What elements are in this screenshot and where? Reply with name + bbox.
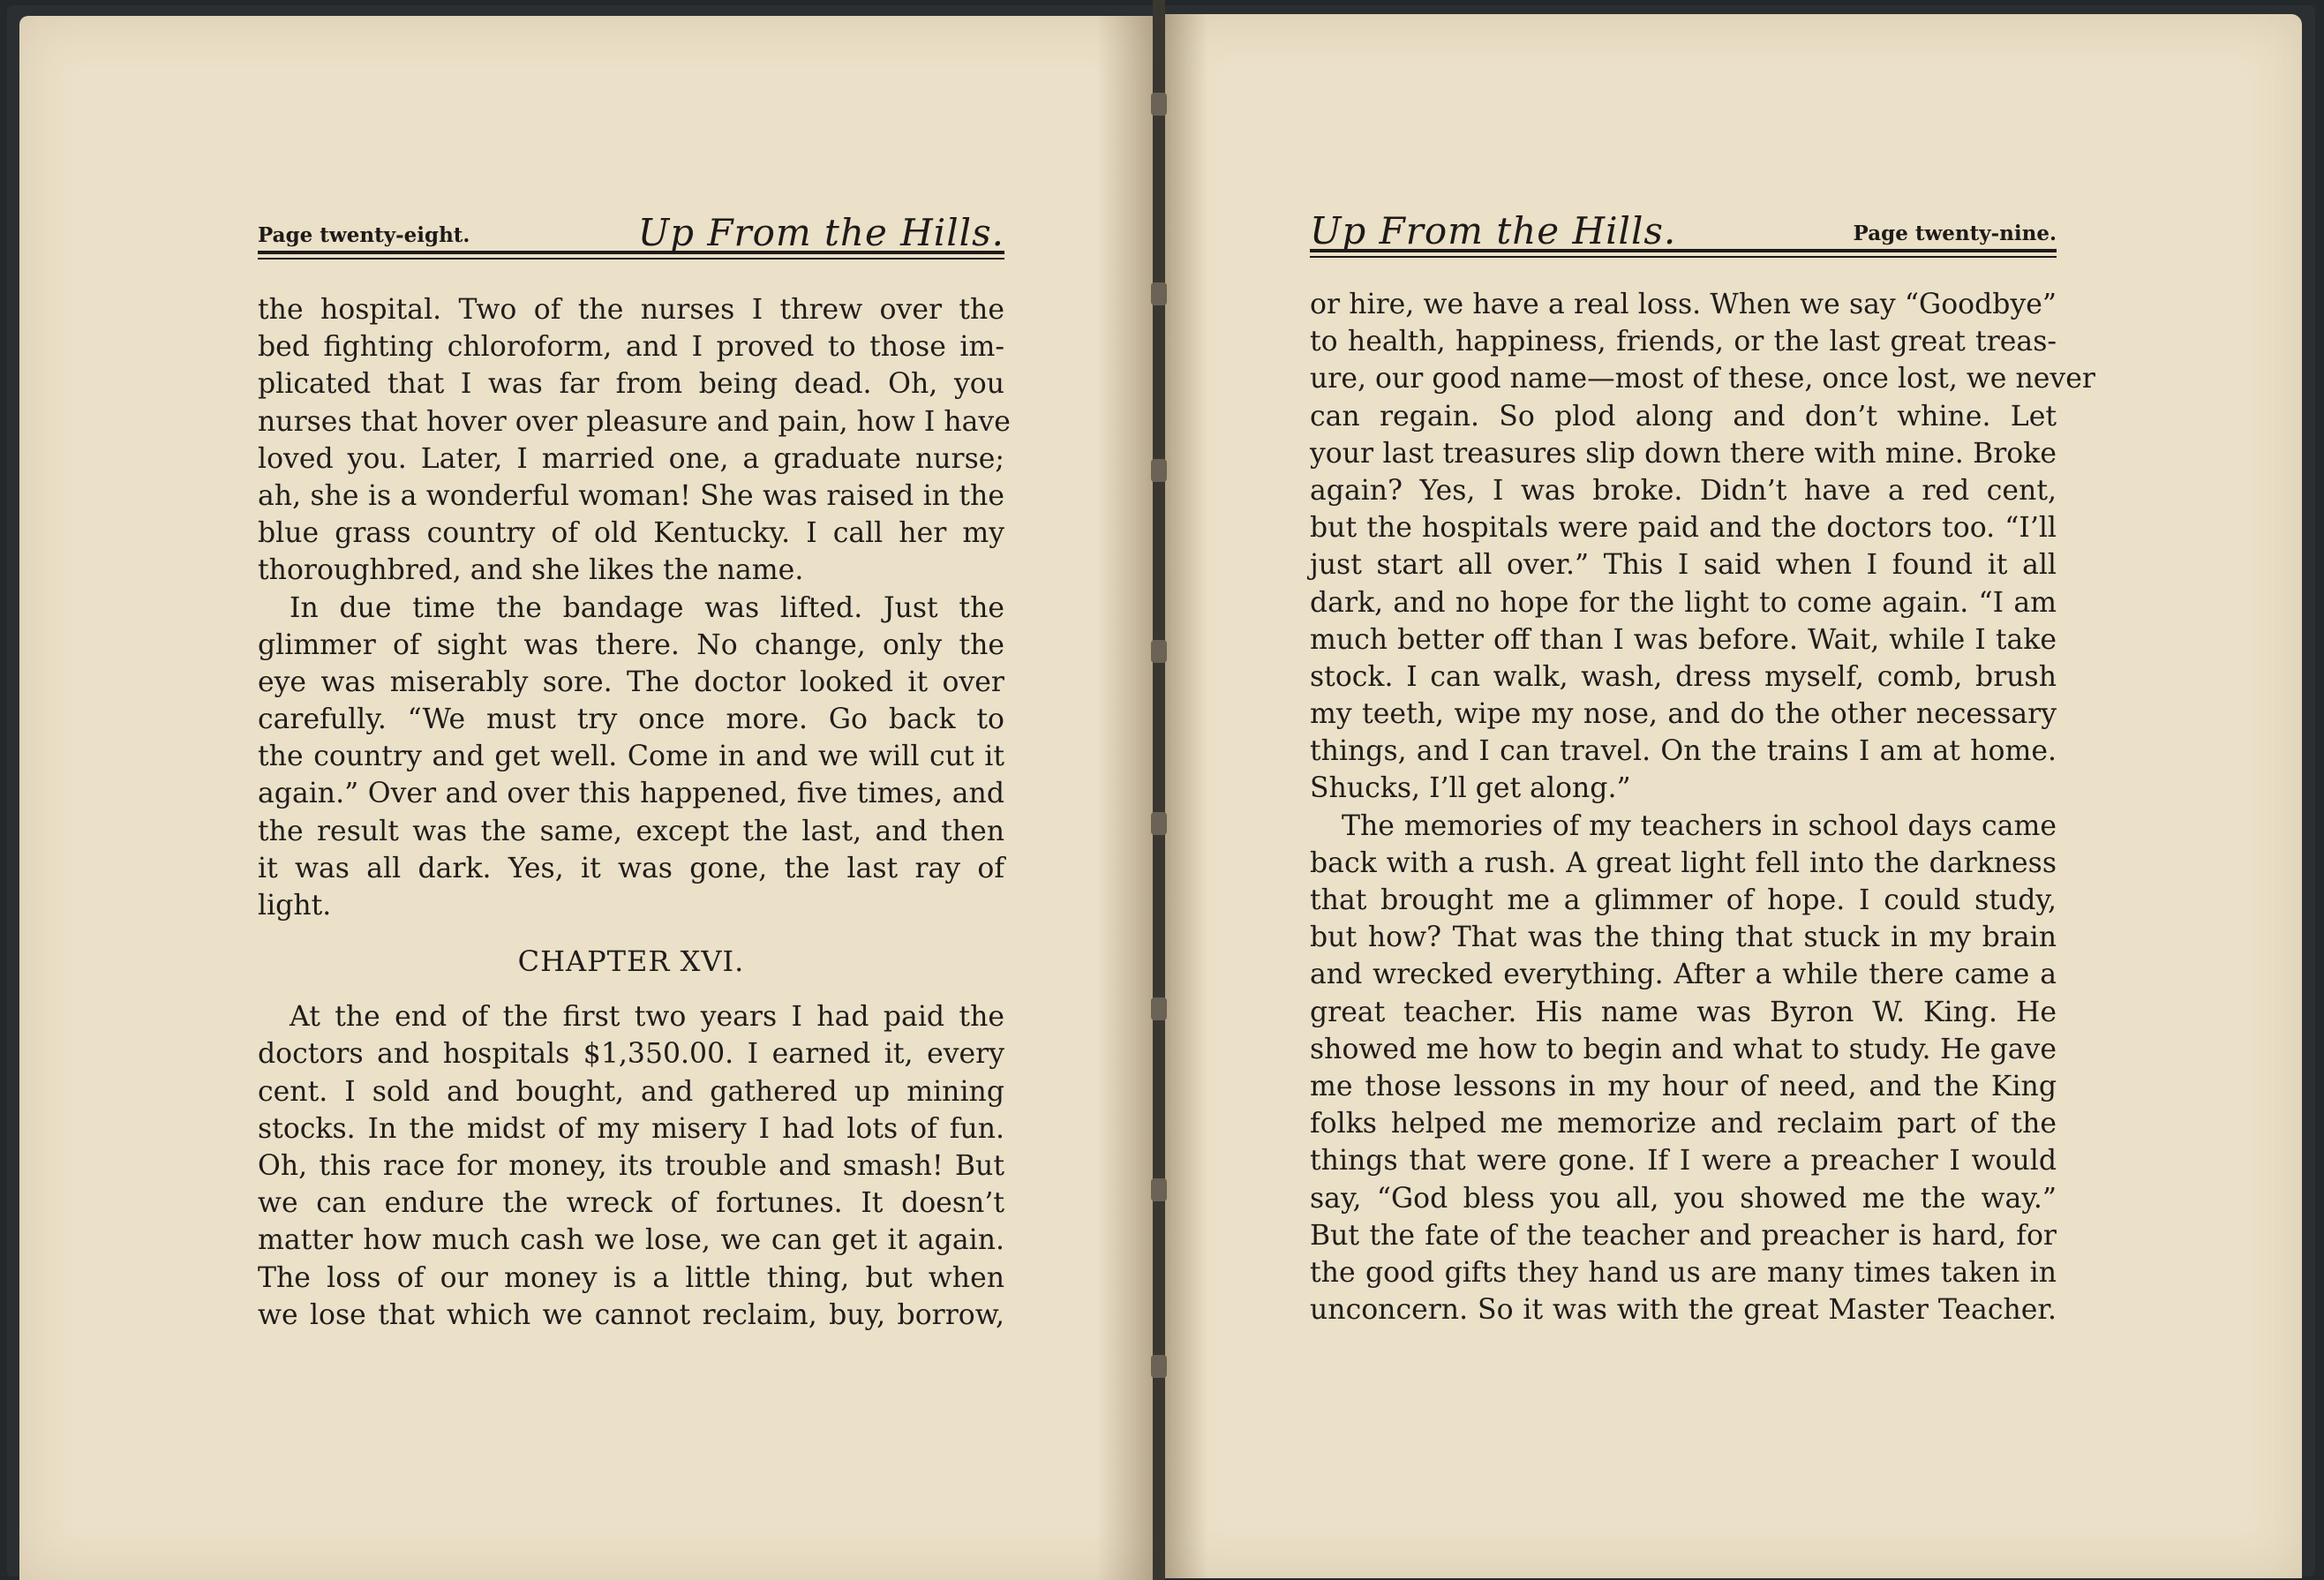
page-number-label: Page twenty-eight. [258, 223, 470, 247]
left-page [19, 16, 1158, 1580]
header-double-rule [1310, 249, 2057, 258]
text-line: cent. I sold and bought, and gathered up mining [258, 1075, 1004, 1108]
text-line: back with a rush. A great light fell into the darkness [1310, 846, 2057, 879]
text-line: Oh, this race for money, its trouble and smash! But [258, 1149, 1004, 1182]
text-line: light. [258, 890, 332, 922]
text-line: the result was the same, except the last, and then [258, 815, 1004, 847]
text-line: and wrecked everything. After a while there came a [1310, 959, 2057, 991]
text-line: dark, and no hope for the light to come again. “I am [1310, 586, 2057, 619]
text-line: me those lessons in my hour of need, and the King [1310, 1070, 2057, 1102]
running-head: Up From the Hills. [637, 211, 1004, 254]
text-line: The loss of our money is a little thing, but when [258, 1261, 1004, 1294]
running-head: Up From the Hills. [1310, 209, 1677, 252]
chapter-heading: CHAPTER XVI. [517, 944, 745, 979]
text-line: The memories of my teachers in school days came [1342, 809, 2057, 842]
text-block-after-chapter [258, 998, 1004, 1334]
text-line: we lose that which we cannot reclaim, buy, borrow, [258, 1298, 1004, 1331]
text-line: Shucks, I’ll get along.” [1310, 772, 1631, 805]
page-header [1310, 191, 2057, 254]
text-line: that brought me a glimmer of hope. I could study, [1310, 884, 2057, 916]
text-line: things that were gone. If I were a preacher I would [1310, 1145, 2057, 1177]
text-line: eye was miserably sore. The doctor looked it over [258, 666, 1004, 698]
text-line: loved you. Later, I married one, a graduate nurse; [258, 442, 1004, 475]
gutter-shadow [1096, 16, 1158, 1580]
text-line: In due time the bandage was lifted. Just the [290, 591, 1004, 624]
text-line: stocks. In the midst of my misery I had lots of fun. [258, 1112, 1004, 1145]
text-line: again.” Over and over this happened, five times, and [258, 778, 1004, 810]
text-line: matter how much cash we lose, we can get it again. [258, 1224, 1004, 1257]
text-line: folks helped me memorize and reclaim part of the [1310, 1108, 2057, 1140]
page-number-label: Page twenty-nine. [1853, 222, 2057, 245]
text-line: can regain. So plod along and don’t whine. Let [1310, 400, 2057, 433]
binding-stitch [1151, 459, 1167, 482]
text-line: but how? That was the thing that stuck in my brain [1310, 922, 2057, 954]
text-line: blue grass country of old Kentucky. I call her my [258, 517, 1004, 550]
text-line: nurses that hover over pleasure and pain, how I have [258, 405, 1011, 438]
text-line: thoroughbred, and she likes the name. [258, 554, 804, 587]
text-line: carefully. “We must try once more. Go back to [258, 703, 1004, 736]
text-block [1310, 286, 2095, 1328]
text-line: bed fighting chloroform, and I proved to those im- [258, 331, 1004, 364]
text-line: just start all over.” This I said when I found it all [1310, 549, 2057, 582]
text-line: unconcern. So it was with the great Master Teacher. [1310, 1294, 2057, 1327]
text-line: ah, she is a wonderful woman! She was raised in the [258, 479, 1004, 512]
text-line: things, and I can travel. On the trains I am at home. [1310, 735, 2057, 768]
body-text [258, 291, 1011, 1334]
gutter-shadow [1163, 14, 1207, 1578]
binding-stitch [1151, 1355, 1167, 1378]
text-line: my teeth, wipe my nose, and do the other necessary [1310, 698, 2057, 731]
text-line: again? Yes, I was broke. Didn’t have a red cent, [1310, 474, 2057, 507]
binding-stitch [1151, 93, 1167, 116]
text-line: the hospital. Two of the nurses I threw over the [258, 294, 1004, 326]
text-line: we can endure the wreck of fortunes. It doesn’t [258, 1187, 1004, 1220]
text-line: glimmer of sight was there. No change, only the [258, 628, 1004, 661]
binding-stitch [1151, 812, 1167, 835]
page-header [258, 192, 1004, 256]
text-line: doctors and hospitals $1,350.00. I earned it, every [258, 1038, 1004, 1071]
text-line: ure, our good name—most of these, once lost, we never [1310, 363, 2095, 395]
text-line: much better off than I was before. Wait, while I take [1310, 623, 2057, 656]
text-line: showed me how to begin and what to study. He gave [1310, 1033, 2057, 1065]
body-text [1310, 286, 2095, 1328]
book-spine [1153, 0, 1165, 1580]
text-line: to health, happiness, friends, or the last great treas- [1310, 326, 2057, 358]
text-line: but the hospitals were paid and the doctors too. “I’ll [1310, 512, 2057, 545]
text-block-before-chapter [258, 291, 1011, 924]
binding-stitch [1151, 640, 1167, 663]
text-line: it was all dark. Yes, it was gone, the last ray of [258, 852, 1004, 884]
binding-stitch [1151, 282, 1167, 305]
text-line: plicated that I was far from being dead. Oh, you [258, 368, 1004, 401]
text-line: your last treasures slip down there with mine. Broke [1310, 437, 2057, 470]
text-line: But the fate of the teacher and preacher is hard, for [1310, 1219, 2057, 1252]
binding-stitch [1151, 997, 1167, 1020]
binding-stitch [1151, 1178, 1167, 1201]
right-page [1163, 14, 2302, 1578]
text-line: the good gifts they hand us are many times taken in [1310, 1256, 2057, 1289]
text-line: stock. I can walk, wash, dress myself, comb, brush [1310, 660, 2057, 693]
text-line: the country and get well. Come in and we will cut it [258, 741, 1004, 773]
text-line: great teacher. His name was Byron W. King. He [1310, 996, 2057, 1028]
text-line: or hire, we have a real loss. When we say “Goodbye” [1310, 289, 2057, 320]
text-line: say, “God bless you all, you showed me the way.” [1310, 1182, 2057, 1215]
text-line: At the end of the first two years I had paid the [290, 1001, 1004, 1034]
header-double-rule [258, 251, 1004, 260]
